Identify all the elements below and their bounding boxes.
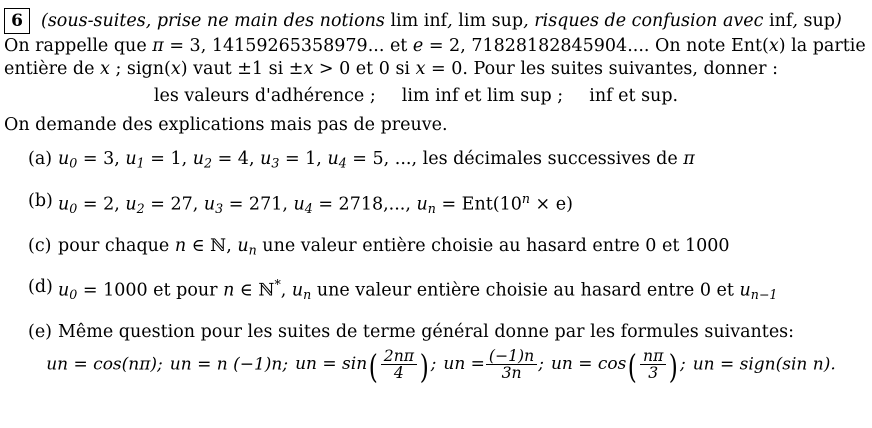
intro-line2-b: ; sign( [109,59,171,80]
exponent-n: n [521,190,530,206]
u-symbol: u [293,194,305,214]
requirements-line [0,86,872,106]
requirement-inf-sup: inf et sup. [589,86,679,107]
formula-4-prefix: un = [443,354,485,375]
u2-value: = 4, [212,149,261,170]
item-a-tail: les décimales successives de [422,149,684,170]
u3-value: = 1, [279,149,328,170]
list-item [28,236,872,258]
title-liminf: lim inf [390,11,448,31]
formula-1: un = cos(nπ); [46,354,163,375]
title-part-2: , risques de confusion avec [523,11,770,31]
title-comma-1: , [447,11,459,31]
u4-value: = 5, ..., [346,149,423,170]
u-symbol: u [58,280,70,301]
u0-value: = 3, [77,149,126,170]
x-symbol-1: x [768,36,779,56]
x-symbol-5: x [415,59,426,80]
document-page [0,8,872,428]
formula-4-numerator: (−1)n [486,348,537,365]
item-d-post: une valeur entière choisie au hasard entre 0 et [311,280,740,301]
u-symbol: u [125,149,137,170]
u-index-2: 2 [136,200,145,216]
intro-line1-b: = 3, 14159265358979... et [163,36,413,56]
e-symbol: e [412,36,424,56]
intro-paragraph [4,35,872,81]
list-item [28,149,872,171]
formula-4-denominator: 3n [501,363,522,383]
item-text-b [58,191,872,216]
x-symbol-2: x [100,59,110,80]
u-index-0: 0 [69,286,78,302]
pi-symbol: π [152,36,164,56]
formula-3-denominator: 4 [393,363,404,383]
u0-value: = 2, [77,194,126,214]
title-limsup: lim sup [458,11,524,31]
list-item [28,277,872,302]
items-list [0,149,872,342]
item-c-post: une valeur entière choisie au hasard entre 0 et 1000 [256,235,730,256]
x-symbol-4: x [303,59,314,80]
exercise-title [41,8,842,31]
formula-4: un = $\frac{(-1)n}{3n}$ ; [443,345,544,383]
star-superscript: * [274,277,281,293]
u-symbol: u [58,194,70,214]
title-comma-2: , [792,11,804,31]
formula-5: un = cos( $\frac{n\pi}{3}$ ) ; [550,345,686,387]
u4-value: = 2718,..., [312,194,417,214]
u-index-n-minus-1: n−1 [750,286,778,302]
u-symbol: u [192,149,204,170]
u-index-3: 3 [271,155,280,171]
u-symbol: u [203,194,216,214]
u-index-n: n [427,200,436,216]
formula-5-denominator: 3 [648,363,659,383]
intro-line2-c: ) vaut ±1 si ± [180,59,304,80]
u3-value: = 271, [223,194,294,214]
x-symbol-3: x [170,59,181,80]
exercise-header [4,8,872,34]
formulas-line [10,345,872,387]
item-d-mid: ∈ ℕ [234,280,275,301]
u-index-2: 2 [204,155,213,171]
intro-line1-d: ) la partie [778,36,866,56]
u-index-4: 4 [338,155,347,171]
u-symbol: u [739,280,751,301]
item-label-a: (a) [28,149,53,170]
u-index-4: 4 [304,200,313,216]
title-part-1: (sous-suites, prise ne main des notions [41,11,391,31]
exercise-number-badge: 6 [4,8,30,34]
intro-line1-a: On rappelle que [4,36,153,56]
u-symbol: u [237,235,249,256]
u-index-0: 0 [69,200,78,216]
formula-6: un = sign(sin n). [692,354,836,375]
u-symbol: u [327,149,339,170]
list-item [28,322,872,342]
title-part-3: ) [834,11,842,31]
intro-line1-c: = 2, 71828182845904.... On note Ent( [423,36,769,56]
u-symbol: u [125,194,137,214]
requirement-adherence: les valeurs d'adhérence ; [153,86,376,107]
formula-5-prefix: un = cos [550,354,627,375]
intro-line2-d: > 0 et 0 si [313,59,416,80]
item-c-mid: ∈ ℕ, [186,235,238,256]
intro-line2-e: = 0. Pour les suites suivantes, donner : [425,59,778,80]
intro-line2-a: entière de [4,59,101,80]
formula-3-fraction [381,345,417,383]
n-symbol: n [223,280,235,301]
item-label-b: (b) [28,190,53,211]
item-text-c [58,236,872,258]
requirement-liminf-limsup: lim inf et lim sup ; [401,86,564,107]
list-item [28,191,872,216]
formula-5-numerator: nπ [640,348,666,365]
item-d-eq: = 1000 et pour [77,280,224,301]
item-text-d [58,277,872,302]
formula-3: un = sin( $\frac{2n\pi}{4}$ ) ; [295,345,437,387]
u2-value: = 27, [144,194,204,214]
u-index-n: n [303,286,312,302]
item-label-d: (d) [28,277,53,298]
ent-expression: = Ent(10 [435,194,522,214]
item-d-comma: , [280,280,292,301]
u-symbol: u [58,149,70,170]
u-index-0: 0 [69,155,78,171]
formula-5-fraction [640,345,666,383]
item-label-c: (c) [28,235,52,256]
formula-2: un = n (−1)n; [169,354,289,375]
u-index-1: 1 [136,155,145,171]
item-text-a [58,149,872,171]
u-index-3: 3 [215,200,224,216]
item-text-e: Même question pour les suites de terme général donne par les formules suivantes: [58,321,795,342]
explanation-note: On demande des explications mais pas de preuve. [4,115,448,136]
u-symbol: u [260,149,272,170]
title-inf: inf [769,11,793,31]
item-c-pre: pour chaque [58,235,175,256]
u-index-n: n [248,242,257,258]
ent-tail: × e) [529,194,573,214]
formula-3-numerator: 2nπ [381,348,417,365]
pi-symbol: π [683,149,695,170]
n-symbol: n [174,235,187,256]
u-symbol: u [291,280,304,301]
u1-value: = 1, [144,149,193,170]
item-label-e: (e) [28,321,53,342]
formula-3-prefix: un = sin [295,354,368,375]
u-symbol: u [416,194,428,214]
title-sup: sup [803,11,835,31]
